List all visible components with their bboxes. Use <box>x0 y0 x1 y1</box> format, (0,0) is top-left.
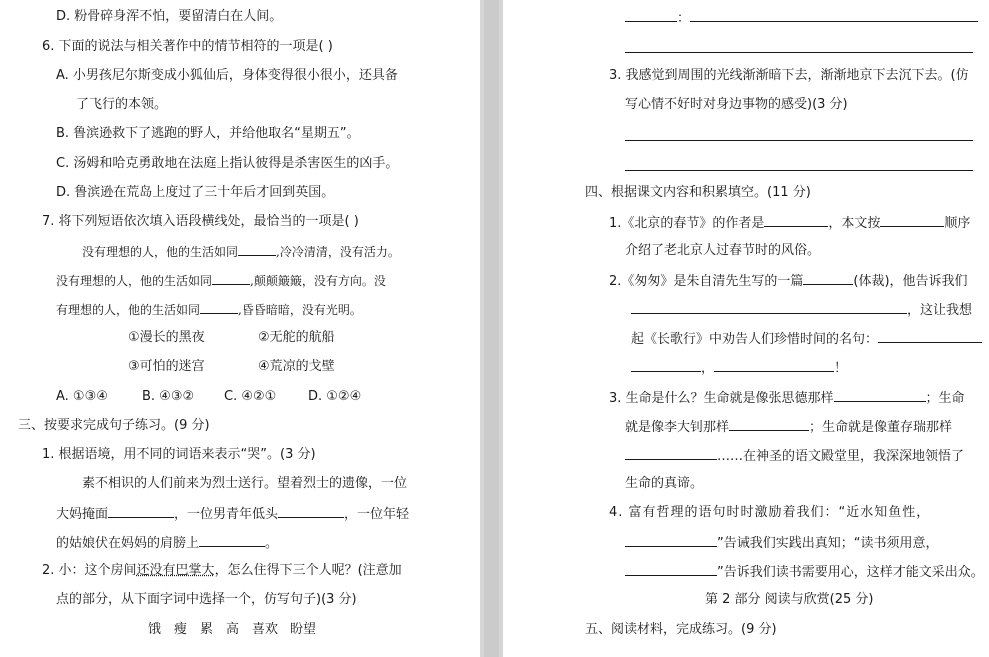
s4-q3-blank-1[interactable] <box>834 388 926 402</box>
q7-answer-d: D. ①②④ <box>308 389 362 404</box>
s3-word-2: 瘦 <box>174 622 188 637</box>
s4-q2-blank-poem-2[interactable] <box>631 358 701 372</box>
s4-q2-line3 <box>631 329 982 349</box>
s3-q3-answer-rule-2[interactable] <box>625 170 973 171</box>
r-answer-rule-2[interactable] <box>625 52 973 53</box>
s4-q2-text: (体裁)，他告诉我们 <box>853 274 968 289</box>
q7-answer-c: C. ④②① <box>224 389 277 404</box>
q7-answer-b: B. ④③② <box>142 389 195 404</box>
r-blank-title[interactable] <box>625 8 677 22</box>
section-5-heading: 五、阅读材料，完成练习。(9 分) <box>585 622 777 637</box>
s4-q2-text: ！ <box>834 361 848 376</box>
s4-q3-text: ……在神圣的语文殿堂里，我深深地领悟了 <box>717 449 965 464</box>
s4-q2-text: 2.《匆匆》是朱自清先生写的一篇 <box>609 274 804 289</box>
s3-word-5: 喜欢 <box>252 622 279 637</box>
part-2-heading: 第 2 部分 阅读与欣赏(25 分) <box>705 592 874 607</box>
q7-passage-text: 有理想的人，他的生活如同 <box>56 303 201 317</box>
q6-option-b: B. 鲁滨逊救下了逃跑的野人，并给他取名“星期五”。 <box>56 126 360 141</box>
r-colon: ： <box>677 11 691 26</box>
s4-q3-line4: 生命的真谛。 <box>625 476 704 491</box>
s4-q3-text: ；生命 <box>925 391 965 406</box>
s4-q2-blank-message[interactable] <box>631 300 907 314</box>
r-blank-sentence[interactable] <box>690 8 978 22</box>
q7-blank-1[interactable] <box>238 242 276 256</box>
s3-q1-stem: 1. 根据语境，用不同的词语来表示“哭”。(3 分) <box>42 447 316 462</box>
q7-passage-line3 <box>56 300 362 319</box>
s4-q1-blank-author[interactable] <box>764 213 828 227</box>
right-page <box>503 0 989 657</box>
q7-passage-line2 <box>56 271 386 290</box>
s3-q1-blank-1[interactable] <box>108 504 174 518</box>
s3-q3-answer-rule-1[interactable] <box>625 140 973 141</box>
q7-stem: 7. 将下列短语依次填入语段横线处，最恰当的一项是( ) <box>42 214 359 229</box>
s4-q3-blank-2[interactable] <box>729 417 809 431</box>
s3-q1-text: ，一位年轻 <box>344 507 410 522</box>
r-answer-line-1 <box>625 8 978 28</box>
s4-q4-line3 <box>625 562 984 582</box>
q7-phrase-4: ④荒凉的戈壁 <box>258 359 335 374</box>
s4-q4-text: ”告诉我们读书需要用心，这样才能文采出众。 <box>717 565 984 580</box>
q7-passage-line1 <box>82 242 400 261</box>
s4-q4-line2 <box>625 533 938 553</box>
q7-phrase-3: ③可怕的迷宫 <box>128 359 205 374</box>
s3-q1-text: 。 <box>265 536 279 551</box>
q7-blank-2[interactable] <box>212 271 250 285</box>
s4-q2-text: 起《长歌行》中劝告人们珍惜时间的名句： <box>631 332 879 347</box>
s3-q2-stem-line2: 点的部分，从下面字词中选择一个，仿写句子)(3 分) <box>56 592 357 607</box>
s4-q1-line1 <box>609 213 970 233</box>
s4-q3-line1 <box>609 388 965 408</box>
left-page <box>0 0 480 657</box>
s3-q1-passage-line1: 素不相识的人们前来为烈士送行。望着烈士的遗像，一位 <box>82 476 408 491</box>
s3-word-4: 高 <box>226 622 240 637</box>
s4-q2-line1 <box>609 271 968 291</box>
s4-q1-blank-order[interactable] <box>880 213 944 227</box>
s4-q3-blank-3[interactable] <box>625 446 717 460</box>
section-3-heading: 三、按要求完成句子练习。(9 分) <box>18 418 210 433</box>
s3-q1-blank-2[interactable] <box>278 504 344 518</box>
s3-q2-text: 2. 小：这个房间 <box>42 563 137 578</box>
s3-q3-stem: 3. 我感觉到周围的光线渐渐暗下去，渐渐地京下去沉下去。(仿 <box>609 68 969 83</box>
s4-q4-line1: 4. 富有哲理的语句时时激励着我们：“近水知鱼性， <box>609 505 931 520</box>
q7-passage-text: ,昏昏暗暗，没有光明。 <box>238 303 362 317</box>
s3-q1-text: ，一位男青年低头 <box>174 507 279 522</box>
s3-word-1: 饿 <box>148 622 162 637</box>
q7-phrase-1: ①漫长的黑夜 <box>128 330 205 345</box>
s3-q1-passage-line2 <box>56 504 409 524</box>
s4-q1-text: 1.《北京的春节》的作者是 <box>609 216 765 231</box>
s3-q2-text: ，怎么住得下三个人呢？(注意加 <box>214 563 402 578</box>
q6-option-c: C. 汤姆和哈克勇敢地在法庭上指认彼得是杀害医生的凶手。 <box>56 156 399 171</box>
s4-q3-text: 3. 生命是什么？生命就是像张思德那样 <box>609 391 834 406</box>
s4-q2-blank-poem-3[interactable] <box>714 358 834 372</box>
s3-q1-blank-3[interactable] <box>199 533 265 547</box>
gutter-shadow <box>484 0 499 657</box>
s4-q2-blank-genre[interactable] <box>803 271 853 285</box>
s3-word-3: 累 <box>200 622 214 637</box>
s4-q1-line2: 介绍了老北京人过春节时的风俗。 <box>625 243 821 258</box>
q5-option-d: D. 粉骨碎身浑不怕，要留清白在人间。 <box>56 9 283 24</box>
s3-q1-passage-line3 <box>56 533 278 553</box>
section-4-heading: 四、根据课文内容和积累填空。(11 分) <box>585 185 811 200</box>
s4-q4-text: ”告诫我们实践出真知；“读书须用意， <box>717 536 939 551</box>
s3-q1-text: 的姑娘伏在妈妈的肩膀上 <box>56 536 200 551</box>
q7-passage-text: ,颠颠簸簸，没有方向。没 <box>250 274 386 288</box>
q7-passage-text: 没有理想的人，他的生活如同 <box>56 274 213 288</box>
s4-q3-line2 <box>625 417 952 437</box>
s4-q3-text: 就是像李大钊那样 <box>625 420 730 435</box>
q6-option-d: D. 鲁滨逊在荒岛上度过了三十年后才回到英国。 <box>56 185 335 200</box>
s4-q2-text: ，这让我想 <box>907 303 973 318</box>
q6-option-a-line1: A. 小男孩尼尔斯变成小狐仙后，身体变得很小很小，还具备 <box>56 68 398 83</box>
s4-q4-blank-2[interactable] <box>625 562 717 576</box>
q7-answer-a: A. ①③④ <box>56 389 108 404</box>
s4-q2-text: ， <box>701 361 715 376</box>
s4-q4-blank-1[interactable] <box>625 533 717 547</box>
q6-stem: 6. 下面的说法与相关著作中的情节相符的一项是( ) <box>42 39 333 54</box>
q7-blank-3[interactable] <box>200 300 238 314</box>
s4-q1-text: ，本文按 <box>828 216 881 231</box>
q7-passage-text: ,冷冷清清，没有活力。 <box>276 245 400 259</box>
s4-q2-line2 <box>631 300 972 320</box>
s4-q2-line4 <box>631 358 847 378</box>
q7-passage-text: 没有理想的人，他的生活如同 <box>82 245 239 259</box>
s4-q1-text: 顺序 <box>944 216 971 231</box>
s4-q3-text: ；生命就是像董存瑞那样 <box>809 420 953 435</box>
s3-word-6: 盼望 <box>290 622 317 637</box>
s3-q2-stem <box>42 562 402 580</box>
s4-q2-blank-poem-1[interactable] <box>878 329 982 343</box>
s3-q2-dotted-phrase: 还没有巴掌大 <box>136 563 215 578</box>
s3-q3-stem-line2: 写心情不好时对身边事物的感受)(3 分) <box>625 97 848 112</box>
s3-q1-text: 大妈掩面 <box>56 507 109 522</box>
q6-option-a-line2: 了飞行的本领。 <box>76 97 168 112</box>
page-gutter <box>480 0 503 657</box>
s4-q3-line3 <box>625 446 964 466</box>
q7-phrase-2: ②无舵的航船 <box>258 330 335 345</box>
